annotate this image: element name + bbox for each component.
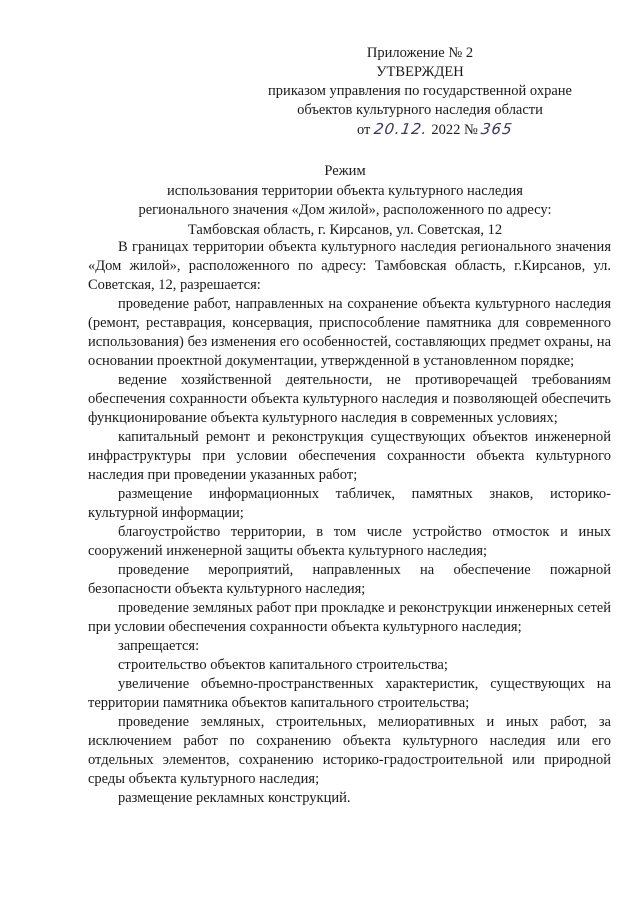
paragraph-allowed-1: проведение работ, направленных на сохранение объекта культурного наследия (ремонт, реставрация, консервация, приспособление памятника для современного использования) без изменения его особенностей, составляющих предмет охраны, на основании проектной документации, утвержденной в установленном порядке; xyxy=(88,296,611,369)
paragraph-prohibited-2: увеличение объемно-пространственных характеристик, существующих на территории памятника объектов капитального строительства; xyxy=(88,676,611,711)
paragraph-allowed-4: размещение информационных табличек, памятных знаков, историко-культурной информации; xyxy=(88,486,611,521)
handwritten-number: 365 xyxy=(480,120,515,138)
document-body xyxy=(88,238,611,808)
paragraph-prohibited-heading: запрещается: xyxy=(118,638,200,654)
paragraph-allowed-5: благоустройство территории, в том числе устройство отмосток и иных сооружений инженерной защиты объекта культурного наследия; xyxy=(88,524,611,559)
paragraph-prohibited-4: размещение рекламных конструкций. xyxy=(118,790,351,806)
order-line-1: приказом управления по государственной охране xyxy=(268,83,572,99)
document-title xyxy=(90,162,600,240)
order-date-line xyxy=(280,120,590,140)
title-line-3: регионального значения «Дом жилой», расположенного по адресу: xyxy=(138,202,552,218)
paragraph-allowed-3: капитальный ремонт и реконструкция существующих объектов инженерной инфраструктуры при условии обеспечения сохранности объекта культурного наследия при проведении указанных работ; xyxy=(88,429,611,483)
order-line-2: объектов культурного наследия области xyxy=(297,102,543,118)
paragraph-intro: В границах территории объекта культурного наследия регионального значения «Дом жилой», расположенного по адресу: Тамбовская область, г.Кирсанов, ул. Советская, 12, разрешается: xyxy=(88,239,611,293)
date-prefix: от xyxy=(356,122,371,138)
paragraph-allowed-6: проведение мероприятий, направленных на обеспечение пожарной безопасности объекта культурного наследия; xyxy=(88,562,611,597)
paragraph-prohibited-1: строительство объектов капитального строительства; xyxy=(118,657,448,673)
title-line-1: Режим xyxy=(324,163,366,179)
paragraph-allowed-7: проведение земляных работ при прокладке и реконструкции инженерных сетей при условии обеспечения сохранности объекта культурного наследия; xyxy=(88,600,611,635)
title-line-4: Тамбовская область, г. Кирсанов, ул. Советская, 12 xyxy=(187,221,503,238)
paragraph-allowed-2: ведение хозяйственной деятельности, не противоречащей требованиям обеспечения сохранности объекта культурного наследия и позволяющей обеспечить функционирование объекта культурного наследия в современных условиях; xyxy=(88,372,611,426)
number-sign: № xyxy=(463,122,478,138)
appendix-label: Приложение № 2 xyxy=(366,45,474,61)
approved-label: УТВЕРЖДЕН xyxy=(376,64,464,80)
title-line-2: использования территории объекта культурного наследия xyxy=(167,182,523,199)
approval-stamp-block xyxy=(250,44,590,140)
paragraph-prohibited-3: проведение земляных, строительных, мелиоративных и иных работ, за исключением работ по сохранению объекта культурного наследия или его отдельных элементов, сохранению историко-градостроительной или природной среды объекта культурного наследия; xyxy=(88,714,611,787)
handwritten-date: 20.12. xyxy=(372,120,430,138)
order-year: 2022 xyxy=(431,122,461,138)
